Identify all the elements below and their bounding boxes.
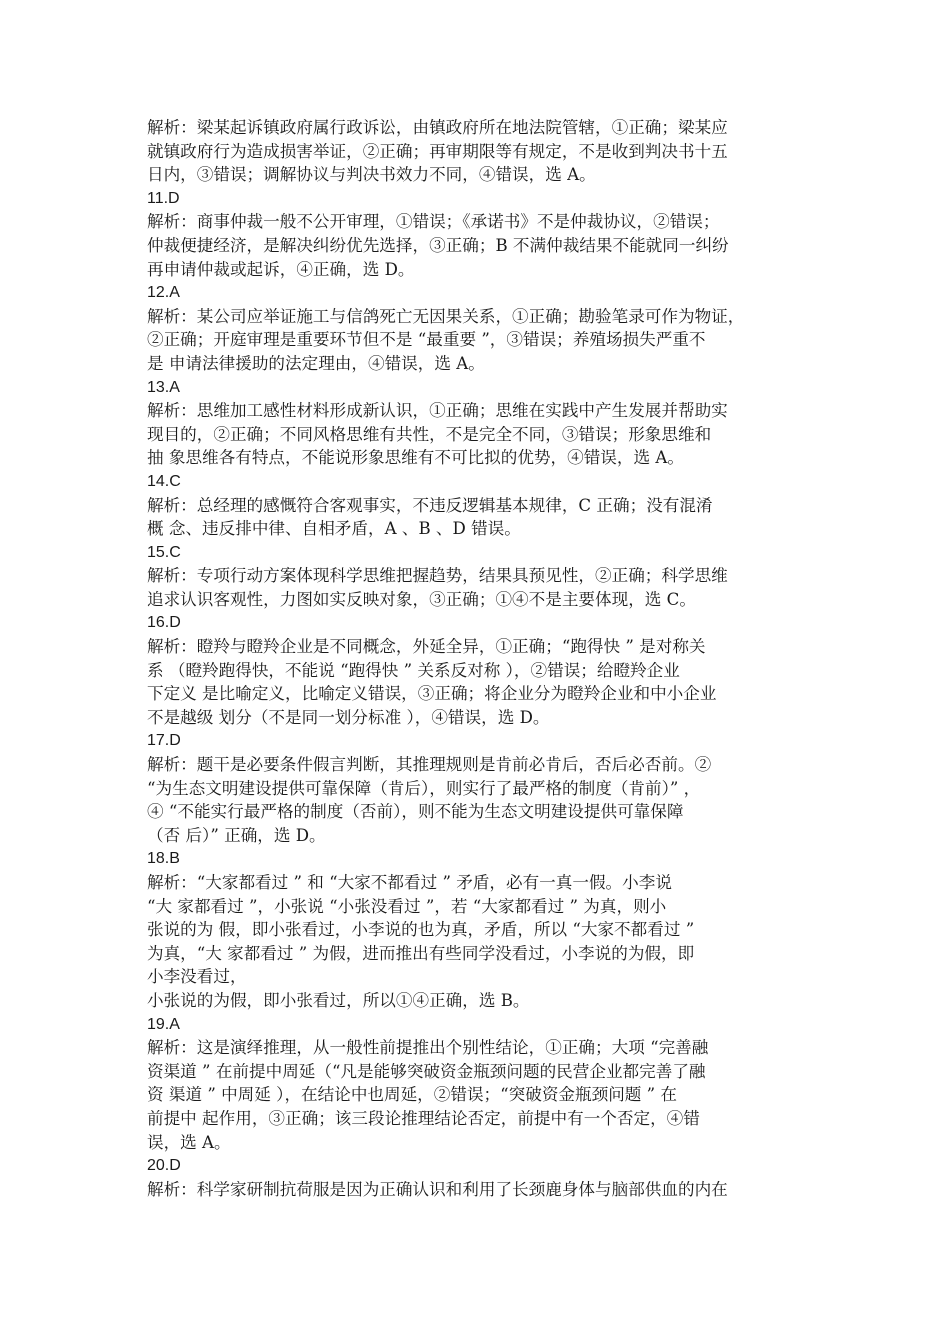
explanation-line: 解析：某公司应举证施工与信鸽死亡无因果关系，①正确；勘验笔录可作为物证，	[147, 306, 745, 326]
question-answer-label: 19.A	[147, 1015, 180, 1033]
explanation-line: 为真，“大 家都看过 ” 为假，进而推出有些同学没看过，小李说的为假，即	[147, 943, 695, 963]
explanation-line: 小张说的为假，即小张看过，所以①④正确，选 B。	[147, 990, 530, 1010]
explanation-line: 解析：梁某起诉镇政府属行政诉讼，由镇政府所在地法院管辖，①正确；梁某应	[147, 118, 728, 137]
explanation-line: 解析：题干是必要条件假言判断，其推理规则是肯前必肯后，否后必否前。②	[147, 755, 712, 775]
explanation-line: 前提中 起作用，③正确；该三段论推理结论否定，前提中有一个否定，④错	[147, 1108, 700, 1128]
question-answer-label: 12.A	[147, 284, 180, 302]
explanation-line: 误，选 A。	[147, 1132, 231, 1152]
explanation-line: 解析：思维加工感性材料形成新认识，①正确；思维在实践中产生发展并帮助实	[147, 401, 728, 421]
explanation-line: 现目的，②正确；不同风格思维有共性，不是完全不同，③错误；形象思维和	[147, 424, 712, 444]
explanation-line: “大 家都看过 ”，小张说 “小张没看过 ”，若 “大家都看过 ” 为真，则小	[147, 896, 667, 916]
explanation-line: 解析：专项行动方案体现科学思维把握趋势，结果具预见性，②正确；科学思维	[147, 566, 728, 586]
question-answer-label: 14.C	[147, 472, 181, 490]
explanation-line: 不是越级 划分（不是同一划分标准 ），④错误，选 D。	[147, 707, 550, 727]
explanation-line: 下定义 是比喻定义，比喻定义错误，③正确；将企业分为瞪羚企业和中小企业	[147, 684, 717, 704]
explanation-line: （否 后）” 正确，选 D。	[147, 825, 326, 845]
question-answer-label: 18.B	[147, 850, 180, 868]
question-answer-label: 20.D	[147, 1157, 181, 1175]
explanation-line: 日内，③错误；调解协议与判决书效力不同，④错误，选 A。	[147, 165, 596, 185]
explanation-line: 是 申请法律援助的法定理由，④错误，选 A。	[147, 353, 485, 373]
question-answer-label: 11.D	[147, 189, 180, 207]
question-answer-label: 15.C	[147, 543, 181, 561]
explanation-line: ④ “不能实行最严格的制度（否前），则不能为生态文明建设提供可靠保障	[147, 802, 684, 822]
question-answer-label: 17.D	[147, 732, 181, 750]
explanation-line: “为生态文明建设提供可靠保障（肯后），则实行了最严格的制度（肯前）” ，	[147, 778, 701, 798]
explanation-line: 抽 象思维各有特点，不能说形象思维有不可比拟的优势，④错误，选 A。	[147, 448, 684, 468]
explanation-line: 解析：“大家都看过 ” 和 “大家不都看过 ” 矛盾，必有一真一假。小李说	[147, 873, 672, 892]
explanation-line: 张说的为 假，即小张看过，小李说的也为真，矛盾，所以 “大家不都看过 ”	[147, 920, 695, 940]
question-answer-label: 13.A	[147, 378, 180, 396]
explanation-line: 再申请仲裁或起诉，④正确，选 D。	[147, 259, 415, 279]
explanation-line: 系 （瞪羚跑得快，不能说 “跑得快 ” 关系反对称 ），②错误；给瞪羚企业	[147, 660, 680, 680]
explanation-line: 解析：这是演绎推理，从一般性前提推出个别性结论，①正确；大项 “完善融	[147, 1038, 709, 1058]
explanation-line: 解析：科学家研制抗荷服是因为正确认识和利用了长颈鹿身体与脑部供血的内在	[147, 1179, 728, 1199]
explanation-line: 解析：瞪羚与瞪羚企业是不同概念，外延全异，①正确；“跑得快 ” 是对称关	[147, 637, 706, 657]
question-answer-label: 16.D	[147, 614, 181, 632]
explanation-line: 仲裁便捷经济，是解决纠纷优先选择，③正确；B 不满仲裁结果不能就同一纠纷	[147, 235, 729, 255]
explanation-line: 解析：商事仲裁一般不公开审理，①错误；《承诺书》不是仲裁协议，②错误；	[147, 212, 720, 232]
explanation-line: 概 念、违反排中律、自相矛盾，A 、B 、D 错误。	[147, 519, 521, 539]
explanation-line: 解析：总经理的感慨符合客观事实，不违反逻辑基本规律，C 正确；没有混淆	[147, 495, 713, 515]
answer-explanations	[147, 116, 815, 1201]
explanation-line: 就镇政府行为造成损害举证，②正确；再审期限等有规定，不是收到判决书十五	[147, 141, 728, 161]
explanation-line: 资渠道 ” 在前提中周延（“凡是能够突破资金瓶颈问题的民营企业都完善了融	[147, 1061, 706, 1081]
explanation-line: 小李没看过，	[147, 967, 247, 987]
explanation-line: 追求认识客观性，力图如实反映对象，③正确；①④不是主要体现，选 C。	[147, 589, 696, 609]
explanation-line: ②正确；开庭审理是重要环节但不是 “最重要 ”，③错误；养殖场损失严重不	[147, 330, 706, 350]
explanation-line: 资 渠道 ” 中周延 ），在结论中也周延，②错误；“突破资金瓶颈问题 ” 在	[147, 1085, 678, 1105]
